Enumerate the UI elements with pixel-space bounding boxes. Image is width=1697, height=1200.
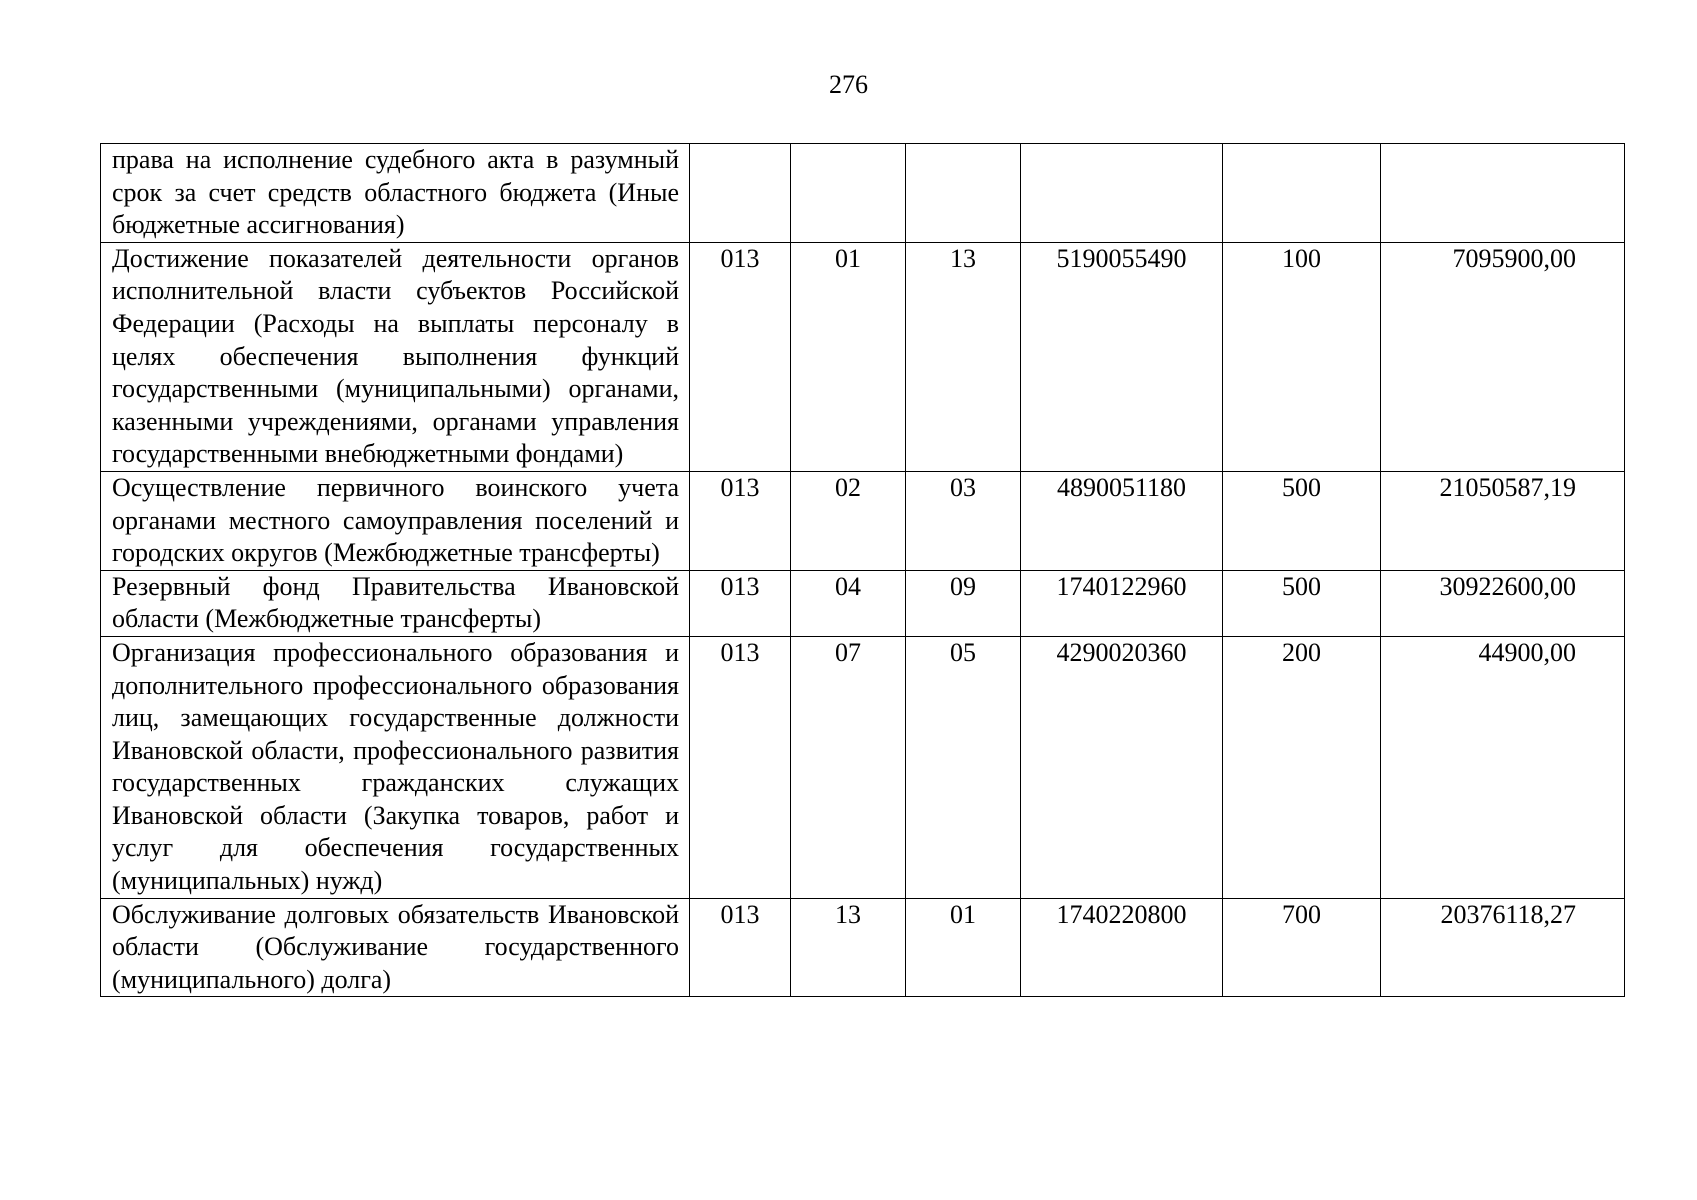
target-article-cell xyxy=(1021,144,1223,243)
subsection-cell: 01 xyxy=(906,898,1021,997)
section-cell: 07 xyxy=(791,636,906,898)
table-row xyxy=(101,898,1625,997)
table-row xyxy=(101,242,1625,471)
subsection-cell xyxy=(906,144,1021,243)
expense-type-cell: 500 xyxy=(1223,471,1381,570)
amount-cell: 21050587,19 xyxy=(1381,471,1625,570)
admin-code-cell: 013 xyxy=(690,242,791,471)
expense-type-cell xyxy=(1223,144,1381,243)
target-article-cell: 4890051180 xyxy=(1021,471,1223,570)
target-article-cell: 4290020360 xyxy=(1021,636,1223,898)
target-article-cell: 1740122960 xyxy=(1021,570,1223,636)
amount-cell: 7095900,00 xyxy=(1381,242,1625,471)
section-cell: 13 xyxy=(791,898,906,997)
section-cell: 01 xyxy=(791,242,906,471)
page-number: 276 xyxy=(829,70,868,99)
target-article-cell: 1740220800 xyxy=(1021,898,1223,997)
subsection-cell: 05 xyxy=(906,636,1021,898)
description-cell: Резервный фонд Правительства Ивановской области (Межбюджетные трансферты) xyxy=(101,570,690,636)
amount-cell xyxy=(1381,144,1625,243)
subsection-cell: 03 xyxy=(906,471,1021,570)
expense-type-cell: 700 xyxy=(1223,898,1381,997)
expense-type-cell: 500 xyxy=(1223,570,1381,636)
admin-code-cell: 013 xyxy=(690,636,791,898)
subsection-cell: 13 xyxy=(906,242,1021,471)
admin-code-cell xyxy=(690,144,791,243)
expense-type-cell: 100 xyxy=(1223,242,1381,471)
description-cell: права на исполнение судебного акта в разумный срок за счет средств областного бюджета (Иные бюджетные ассигнования) xyxy=(101,144,690,243)
subsection-cell: 09 xyxy=(906,570,1021,636)
admin-code-cell: 013 xyxy=(690,898,791,997)
admin-code-cell: 013 xyxy=(690,570,791,636)
description-cell: Организация профессионального образования и дополнительного профессионального образования лиц, замещающих государственные должности Ивановской области, профессионального развития государственных гражданских служащих Ивановской области (Закупка товаров, работ и услуг для обеспечения государственных (муниципальных) нужд) xyxy=(101,636,690,898)
section-cell: 04 xyxy=(791,570,906,636)
description-cell: Осуществление первичного воинского учета органами местного самоуправления поселений и городских округов (Межбюджетные трансферты) xyxy=(101,471,690,570)
table-row xyxy=(101,570,1625,636)
amount-cell: 30922600,00 xyxy=(1381,570,1625,636)
admin-code-cell: 013 xyxy=(690,471,791,570)
budget-table xyxy=(100,143,1625,997)
table-row xyxy=(101,144,1625,243)
table-row xyxy=(101,636,1625,898)
description-cell: Обслуживание долговых обязательств Ивановской области (Обслуживание государственного (муниципального) долга) xyxy=(101,898,690,997)
amount-cell: 20376118,27 xyxy=(1381,898,1625,997)
section-cell: 02 xyxy=(791,471,906,570)
description-cell: Достижение показателей деятельности органов исполнительной власти субъектов Российской Федерации (Расходы на выплаты персоналу в целях обеспечения выполнения функций государственными (муниципальными) органами, казенными учреждениями, органами управления государственными внебюджетными фондами) xyxy=(101,242,690,471)
expense-type-cell: 200 xyxy=(1223,636,1381,898)
target-article-cell: 5190055490 xyxy=(1021,242,1223,471)
amount-cell: 44900,00 xyxy=(1381,636,1625,898)
table-body xyxy=(101,144,1625,997)
table-row xyxy=(101,471,1625,570)
section-cell xyxy=(791,144,906,243)
